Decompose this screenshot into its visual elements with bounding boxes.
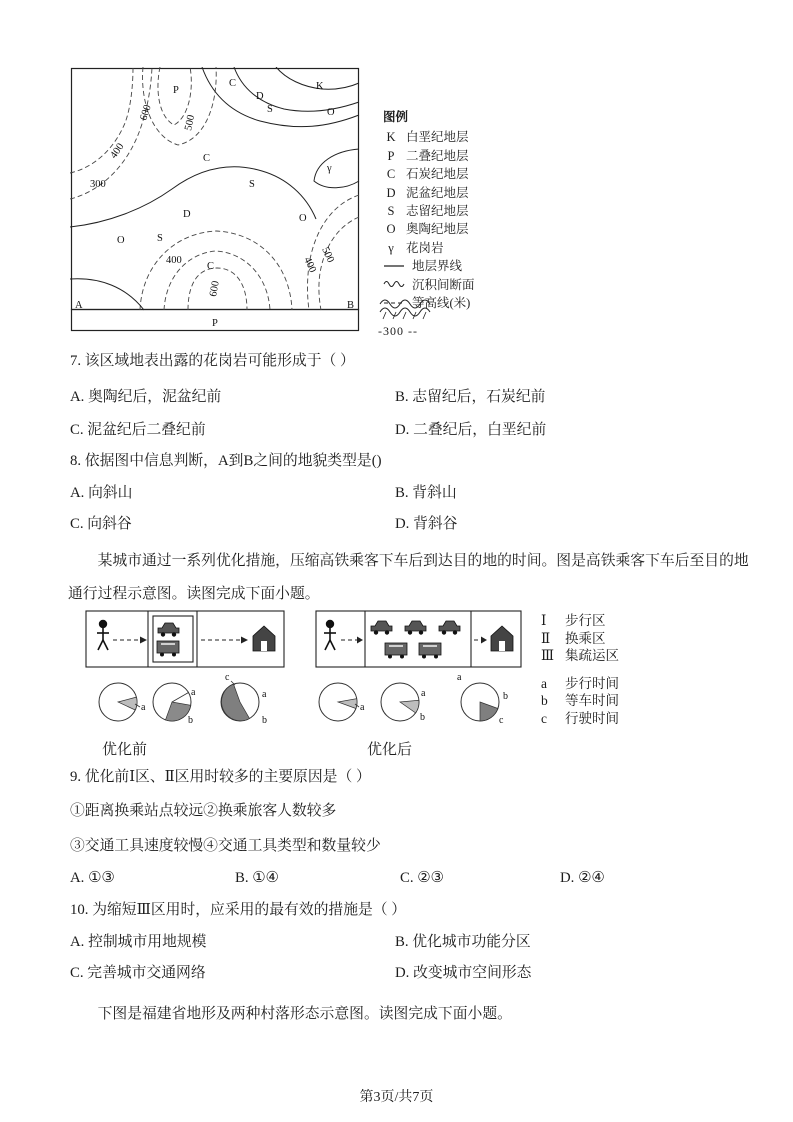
pie-label: a [360, 702, 365, 713]
time-key: b [541, 693, 548, 708]
q9-option-b: B. ①④ [235, 870, 279, 886]
pie-walk-after [319, 683, 365, 721]
time-label: 行驶时间 [565, 710, 619, 726]
drive-arrow [474, 637, 487, 644]
legend-label: 沉积间断面 [412, 277, 475, 292]
transit-legend [541, 612, 619, 727]
strata-label: C [207, 261, 215, 272]
car-icon [405, 621, 426, 635]
strata-label: S [267, 104, 273, 115]
contour-value-label: 600 [138, 103, 154, 122]
legend-symbol: γ [388, 240, 394, 255]
pie-label: b [188, 715, 193, 726]
car-icon [371, 621, 392, 635]
q10-option-c: C. 完善城市交通网络 [70, 965, 206, 981]
legend-item [383, 165, 475, 183]
legend-item [383, 128, 475, 146]
legend-time-row [541, 692, 619, 710]
legend-label: 等高线(米) [412, 296, 471, 311]
strata-label: D [183, 209, 191, 220]
legend-label: 地层界线 [412, 259, 463, 274]
q8-option-b: B. 背斜山 [395, 485, 457, 501]
pedestrian-icon [97, 621, 109, 650]
pie-label: a [457, 672, 462, 683]
q8-option-c: C. 向斜谷 [70, 516, 132, 532]
legend-item [383, 202, 475, 220]
pie-label: c [499, 715, 504, 726]
q10-option-d: D. 改变城市空间形态 [395, 965, 532, 981]
question-8-text: 8. 依据图中信息判断，A到B之间的地貌类型是() [70, 453, 382, 469]
strata-label: C [229, 78, 237, 89]
q7-option-c: C. 泥盆纪后二叠纪前 [70, 422, 206, 438]
contour-sample-label: -300 -- [378, 324, 418, 338]
pie-transfer-after [381, 683, 426, 723]
legend-item [383, 147, 475, 165]
caption-before: 优化前 [102, 742, 148, 758]
car-icon [439, 621, 460, 635]
strata-label: P [212, 318, 218, 329]
legend-label: 花岗岩 [406, 240, 444, 255]
map-strata-labels [75, 78, 354, 329]
pedestrian-icon [324, 621, 336, 650]
zone-label: 集疏运区 [565, 648, 619, 663]
strata-label: K [316, 81, 324, 92]
q9-option-a: A. ①③ [70, 870, 115, 886]
zone-key: Ⅰ [541, 613, 547, 628]
q8-option-d: D. 背斜谷 [395, 516, 458, 532]
pie-label: b [420, 712, 425, 723]
legend-item [383, 257, 475, 275]
contour-value-label: 500 [319, 245, 336, 265]
house-icon [253, 626, 275, 651]
contour-value-label: 300 [90, 179, 106, 190]
granite-label: γ [327, 163, 332, 174]
strata-label: O [299, 213, 307, 224]
time-key: c [541, 710, 547, 726]
legend-zone-row [541, 630, 619, 648]
walk-arrow [113, 637, 147, 644]
time-label: 步行时间 [565, 675, 619, 691]
zone-key: Ⅱ [541, 630, 551, 646]
pie-label: a [421, 688, 426, 699]
q9-option-c: C. ②③ [400, 870, 444, 886]
legend-label: 泥盆纪地层 [406, 185, 469, 200]
bus-icon [157, 641, 179, 657]
legend-time-row [541, 710, 619, 728]
question-10-text: 10. 为缩短Ⅲ区用时，应采用的最有效的措施是（ ） [70, 902, 407, 918]
walk-arrow [341, 637, 363, 644]
q10-option-a: A. 控制城市用地规模 [70, 934, 207, 950]
legend-symbol: D [386, 185, 396, 200]
caption-after: 优化后 [367, 742, 413, 758]
transit-panel-before [85, 610, 285, 735]
pie-label: b [262, 715, 267, 726]
zone-label: 步行区 [565, 613, 606, 628]
legend-label: 石炭纪地层 [406, 167, 469, 182]
q10-option-b: B. 优化城市功能分区 [395, 934, 531, 950]
unconformity-sample-symbol [378, 296, 436, 322]
time-label: 等车时间 [565, 693, 619, 708]
time-key: a [541, 675, 547, 691]
strata-label: S [157, 233, 163, 244]
question-7-text: 7. 该区域地表出露的花岗岩可能形成于（ ） [70, 353, 355, 369]
pie-walk-before [99, 683, 146, 721]
legend-label: 二叠纪地层 [406, 148, 469, 163]
pie-label: b [503, 691, 508, 702]
zone-label: 换乘区 [565, 630, 606, 646]
strata-label: P [173, 85, 179, 96]
zone-key: Ⅲ [541, 648, 555, 663]
contour-value-label: 500 [183, 113, 198, 132]
legend-symbol: P [387, 148, 395, 163]
fujian-intro-paragraph: 下图是福建省地形及两种村落形态示意图。读图完成下面小题。 [97, 1006, 512, 1022]
drive-arrow [201, 637, 248, 644]
legend-item [383, 239, 475, 257]
page-footer: 第3页/共7页 [359, 1090, 434, 1105]
pie-drive-before [221, 672, 267, 726]
strata-boundary-lines [70, 67, 359, 310]
transit-panel-after [315, 610, 523, 735]
strata-label: S [249, 179, 255, 190]
strata-label: C [203, 153, 211, 164]
legend-label: 白垩纪地层 [406, 130, 469, 145]
legend-item [383, 276, 475, 294]
pie-transfer-before [153, 683, 196, 726]
house-icon [491, 626, 513, 651]
bus-icon [419, 643, 441, 659]
pie-label: c [225, 672, 230, 683]
q9-option-d: D. ②④ [560, 870, 605, 886]
legend-label: 志留纪地层 [406, 204, 469, 219]
section-point-b-label: B [347, 300, 355, 311]
q9-statements-line1: ①距离换乘站点较远②换乘旅客人数较多 [70, 803, 337, 819]
legend-symbol: O [386, 222, 396, 237]
geological-map-figure [70, 67, 360, 333]
wavy-line-symbol [383, 276, 405, 294]
strata-label: O [327, 107, 335, 118]
transit-intro-paragraph: 某城市通过一系列优化措施，压缩高铁乘客下车后到达目的地的时间。图是高铁乘客下车后至目的地通行过程示意图。读图完成下面小题。 [68, 553, 749, 602]
q7-option-b: B. 志留纪后，石炭纪前 [395, 389, 546, 405]
contour-value-label: 400 [108, 141, 127, 161]
legend-symbol: C [386, 167, 396, 182]
bus-icon [385, 643, 407, 659]
section-point-a-label: A [75, 300, 83, 311]
pie-label: a [141, 702, 146, 713]
pie-drive-after [457, 672, 508, 726]
legend-label: 奥陶纪地层 [406, 222, 469, 237]
q7-option-d: D. 二叠纪后，白垩纪前 [395, 422, 547, 438]
q7-option-a: A. 奥陶纪后，泥盆纪前 [70, 389, 222, 405]
legend-time-row [541, 675, 619, 693]
legend-item [383, 184, 475, 202]
question-9-text: 9. 优化前Ⅰ区、Ⅱ区用时较多的主要原因是（ ） [70, 769, 371, 785]
legend-symbol: S [387, 204, 395, 219]
strata-label: D [256, 91, 264, 102]
car-icon [158, 623, 179, 637]
solid-line-symbol [383, 257, 405, 275]
legend-symbol: K [386, 130, 396, 145]
legend-item [383, 220, 475, 238]
pie-label: a [262, 689, 267, 700]
strata-label: O [117, 235, 125, 246]
map-legend [383, 108, 475, 312]
legend-zone-row [541, 612, 619, 630]
contour-value-label: 400 [301, 255, 318, 275]
map-legend-title: 图例 [383, 110, 409, 124]
panel-frame [316, 611, 521, 667]
q8-option-a: A. 向斜山 [70, 485, 133, 501]
q9-statements-line2: ③交通工具速度较慢④交通工具类型和数量较少 [70, 838, 381, 854]
contour-lines [70, 67, 359, 310]
contour-value-label: 400 [166, 255, 182, 266]
pie-label: a [191, 687, 196, 698]
contour-value-label: 600 [208, 280, 222, 298]
legend-zone-row [541, 647, 619, 665]
